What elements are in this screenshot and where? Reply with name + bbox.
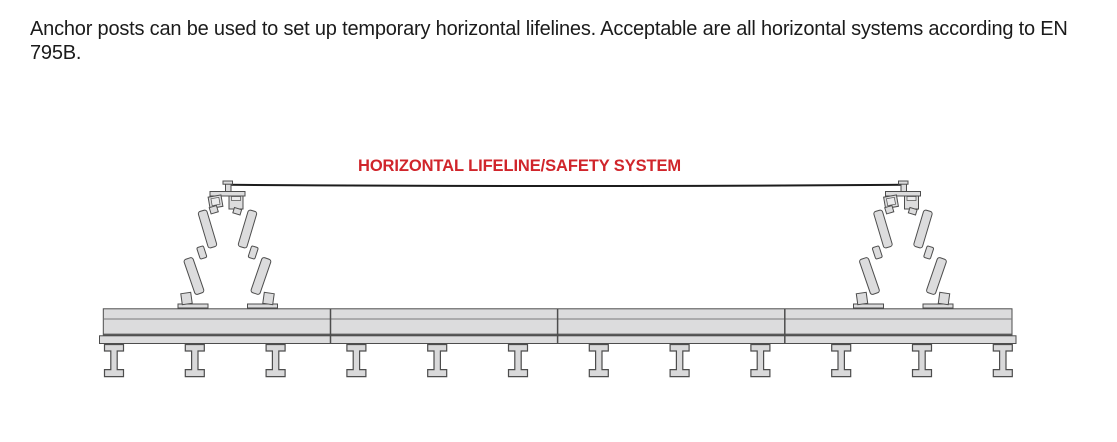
roof-deck — [100, 309, 1017, 344]
i-beam — [589, 345, 608, 377]
i-beam — [266, 345, 285, 377]
lifeline-cable — [230, 185, 901, 186]
ibeam-row — [105, 345, 1013, 377]
anchor-post-right — [854, 181, 954, 308]
anchor-post-left — [178, 181, 278, 308]
lifeline-label: HORIZONTAL LIFELINE/SAFETY SYSTEM — [358, 157, 682, 175]
i-beam — [347, 345, 366, 377]
i-beam — [913, 345, 932, 377]
i-beam — [993, 345, 1012, 377]
i-beam — [428, 345, 447, 377]
intro-paragraph: Anchor posts can be used to set up temporary horizontal lifelines. Acceptable are all horizontal systems according to EN 795B. — [30, 18, 1068, 64]
i-beam — [185, 345, 204, 377]
i-beam — [670, 345, 689, 377]
i-beam — [105, 345, 124, 377]
i-beam — [509, 345, 528, 377]
i-beam — [751, 345, 770, 377]
i-beam — [832, 345, 851, 377]
